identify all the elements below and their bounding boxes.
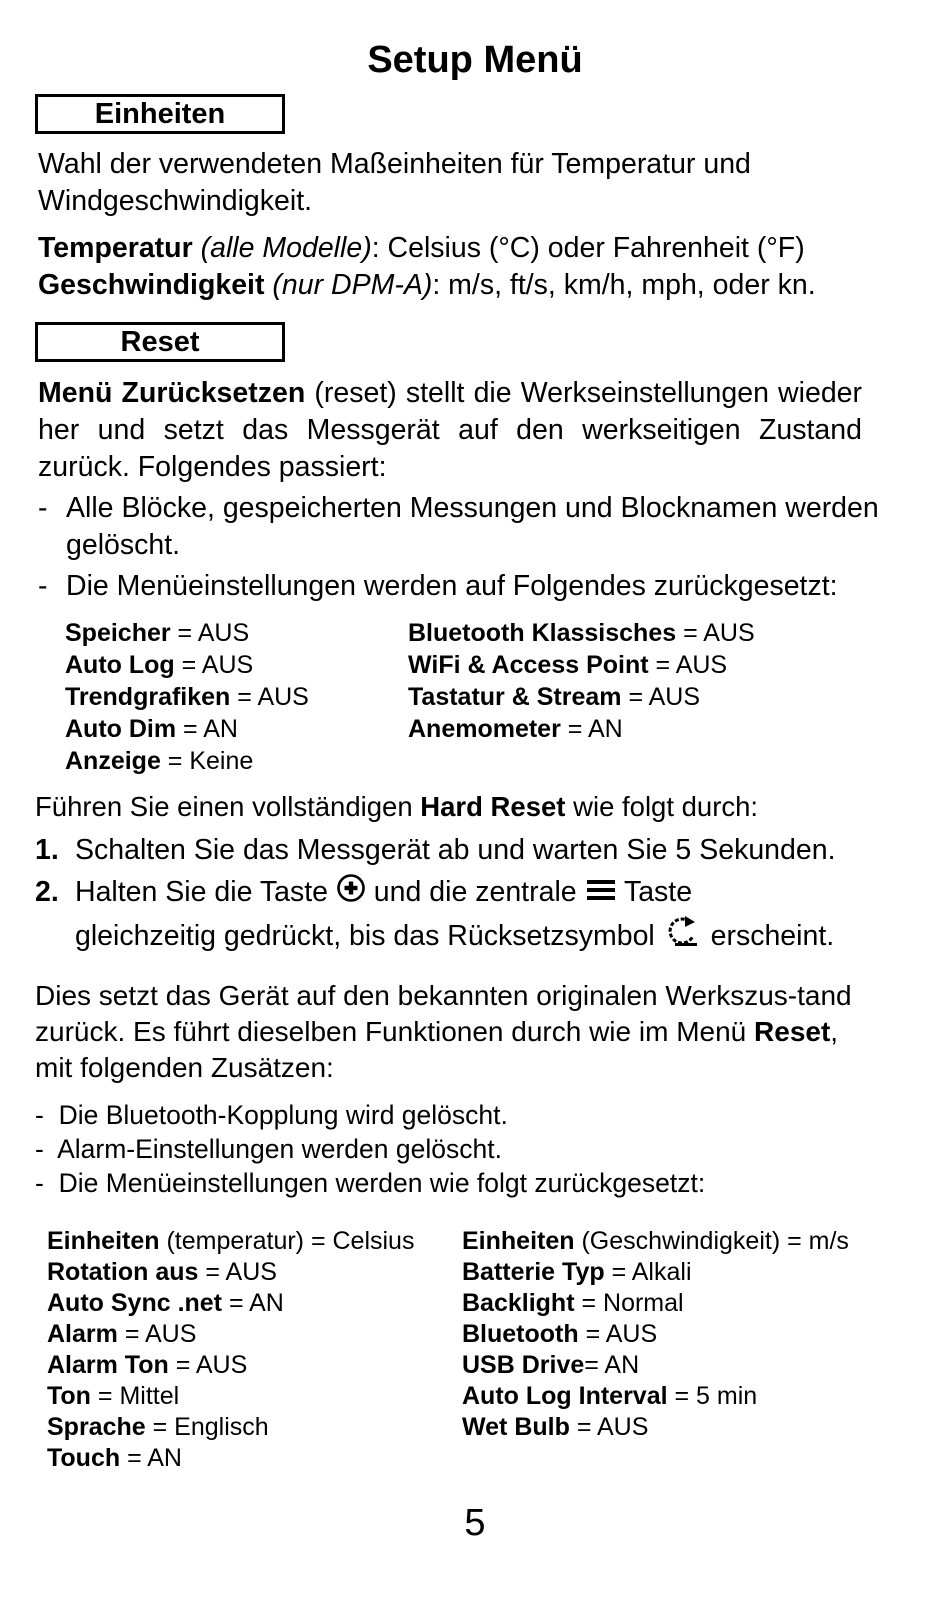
setting-label: Trendgrafiken (65, 683, 231, 711)
step-number: 2. (35, 876, 59, 908)
setting-value: = AUS (578, 1320, 658, 1348)
step-text-part: und die zentrale (365, 876, 585, 908)
setting-value: = AN (560, 715, 623, 743)
speed-options: : m/s, ft/s, km/h, mph, oder kn. (432, 269, 816, 301)
setting-row (408, 649, 755, 681)
factory-bullet-3: Die Menüeinstellungen werden wie folgt zurückgesetzt: (58, 1168, 706, 1198)
setting-row (462, 1288, 849, 1319)
step-number: 1. (35, 834, 59, 866)
factory-bullet-1: Die Bluetooth-Kopplung wird gelöscht. (58, 1100, 508, 1130)
setting-row (47, 1381, 414, 1412)
reset-bullet-2: Die Menüeinstellungen werden auf Folgendes zurückgesetzt: (66, 570, 838, 602)
setting-row (65, 713, 309, 745)
hard-reset-intro-bold: Hard Reset (420, 791, 566, 822)
list-item: - Alle Blöcke, gespeicherten Messungen und Blocknamen werden gelöscht. (38, 490, 918, 564)
setting-label: Wet Bulb (462, 1413, 570, 1441)
setting-label: Rotation aus (47, 1258, 199, 1286)
speed-scope: (nur DPM-A) (272, 269, 433, 301)
setting-value: = AUS (569, 1413, 649, 1441)
setting-label: Einheiten (462, 1227, 575, 1255)
setting-row (47, 1319, 414, 1350)
factory-text-post: , mit folgenden Zusätzen: (35, 1016, 839, 1083)
reset-bullet-1: Alle Blöcke, gespeicherten Messungen und Blocknamen werden gelöscht. (66, 492, 879, 561)
setting-label: Auto Dim (65, 715, 177, 743)
setting-row (408, 681, 755, 713)
setting-label: Batterie Typ (462, 1258, 605, 1286)
reset-settings-right (408, 617, 755, 745)
speed-label: Geschwindigkeit (38, 269, 265, 301)
temperature-options: : Celsius (°C) oder Fahrenheit (°F) (371, 232, 805, 264)
list-item: - Die Menüeinstellungen werden wie folgt zurückgesetzt: (35, 1168, 706, 1198)
factory-text-bold: Reset (754, 1016, 831, 1047)
setting-label: Auto Log (65, 651, 175, 679)
page-number: 5 (464, 1502, 486, 1544)
setting-row (65, 681, 309, 713)
setting-row (47, 1226, 414, 1257)
step-text-part: Taste (616, 876, 693, 908)
section-heading-reset: Reset (35, 322, 285, 362)
hard-reset-intro-post: wie folgt durch: (565, 791, 759, 822)
setting-value: = AUS (170, 619, 250, 647)
setting-value: = Keine (160, 747, 254, 775)
setting-label: Bluetooth (462, 1320, 579, 1348)
factory-reset-description (35, 978, 855, 1086)
setting-row (408, 713, 755, 745)
setting-value: = AUS (174, 651, 254, 679)
setting-row (47, 1350, 414, 1381)
step-text-part: erscheint. (702, 920, 835, 952)
setting-label: Sprache (47, 1413, 146, 1441)
setting-label: USB Drive (462, 1351, 585, 1379)
step-text (75, 872, 915, 961)
factory-bullet-2: Alarm-Einstellungen werden gelöscht. (57, 1134, 502, 1164)
setting-row (462, 1319, 849, 1350)
hard-reset-intro (35, 788, 905, 825)
setting-value: = Mittel (90, 1382, 180, 1410)
step-text-part: Halten Sie die Taste (75, 876, 336, 908)
setting-label: Speicher (65, 619, 171, 647)
setting-row (47, 1257, 414, 1288)
setting-label: Tastatur & Stream (408, 683, 622, 711)
temperature-label: Temperatur (38, 232, 193, 264)
setting-row (65, 617, 309, 649)
setting-row (462, 1412, 849, 1443)
list-item: - Die Bluetooth-Kopplung wird gelöscht. (35, 1100, 508, 1130)
menu-icon (585, 873, 617, 913)
setting-value: = AUS (230, 683, 309, 711)
setting-value: = 5 min (667, 1382, 758, 1410)
temperature-line (38, 230, 908, 267)
step-text-part: gleichzeitig gedrückt, bis das Rücksetzsymbol (75, 920, 663, 952)
plus-circle-icon (336, 873, 366, 914)
step-item-2 (35, 872, 915, 961)
reset-intro-text: (reset) stellt die Werkseinstellungen wieder her und setzt das Messgerät auf den werkseitigen Zustand zurück. Folgendes passiert: (38, 377, 863, 483)
setting-value: = AN (222, 1289, 284, 1317)
reset-settings-left (65, 617, 309, 777)
setting-value: = AUS (198, 1258, 277, 1286)
setting-row (47, 1443, 414, 1474)
setting-label: Bluetooth Klassisches (408, 619, 677, 647)
setting-value: = Alkali (604, 1258, 692, 1286)
factory-settings-left (47, 1226, 414, 1474)
setting-label: Backlight (462, 1289, 575, 1317)
einheiten-intro: Wahl der verwendeten Maßeinheiten für Temperatur und Windgeschwindigkeit. (38, 148, 751, 217)
list-item: - Die Menüeinstellungen werden auf Folgendes zurückgesetzt: (38, 568, 918, 605)
setting-label: Einheiten (47, 1227, 160, 1255)
setting-value: = AN (176, 715, 238, 743)
setting-row (462, 1381, 849, 1412)
setting-value: (temperatur) = Celsius (159, 1227, 415, 1255)
setting-row (462, 1350, 849, 1381)
setting-row (65, 745, 309, 777)
setting-label: Touch (47, 1444, 121, 1472)
setting-value: = AUS (117, 1320, 197, 1348)
setting-row (462, 1226, 849, 1257)
setting-value: = AN (120, 1444, 182, 1472)
setting-label: Anzeige (65, 747, 161, 775)
temperature-scope: (alle Modelle) (200, 232, 372, 264)
setting-label: Anemometer (408, 715, 561, 743)
reset-intro (38, 375, 862, 486)
step-text: Schalten Sie das Messgerät ab und warten Sie 5 Sekunden. (75, 834, 836, 866)
setting-value: = Normal (574, 1289, 684, 1317)
reset-intro-bold: Menü Zurücksetzen (38, 377, 306, 409)
setting-value: = AUS (648, 651, 728, 679)
setting-value: = AN (584, 1351, 640, 1379)
factory-text-pre: Dies setzt das Gerät auf den bekannten originalen Werkszus-tand zurück. Es führt dieselben Funktionen durch wie im Menü (35, 980, 852, 1047)
setting-value: = Englisch (145, 1413, 269, 1441)
list-item: - Alarm-Einstellungen werden gelöscht. (35, 1134, 502, 1164)
speed-line (38, 267, 908, 304)
setting-label: WiFi & Access Point (408, 651, 649, 679)
reset-symbol-icon (663, 914, 703, 961)
setting-label: Alarm Ton (47, 1351, 169, 1379)
setting-value: = AUS (621, 683, 701, 711)
setting-label: Ton (47, 1382, 91, 1410)
step-item-1 (35, 830, 915, 870)
setting-row (462, 1257, 849, 1288)
factory-settings-right (462, 1226, 849, 1443)
setting-label: Alarm (47, 1320, 118, 1348)
setting-value: = AUS (168, 1351, 248, 1379)
setting-row (408, 617, 755, 649)
page-title: Setup Menü (367, 39, 583, 81)
setting-row (47, 1288, 414, 1319)
setting-label: Auto Sync .net (47, 1289, 223, 1317)
section-heading-einheiten: Einheiten (35, 94, 285, 134)
setting-row (65, 649, 309, 681)
setting-label: Auto Log Interval (462, 1382, 668, 1410)
setting-row (47, 1412, 414, 1443)
setting-value: = AUS (676, 619, 755, 647)
setting-value: (Geschwindigkeit) = m/s (574, 1227, 849, 1255)
hard-reset-intro-pre: Führen Sie einen vollständigen (35, 791, 421, 822)
